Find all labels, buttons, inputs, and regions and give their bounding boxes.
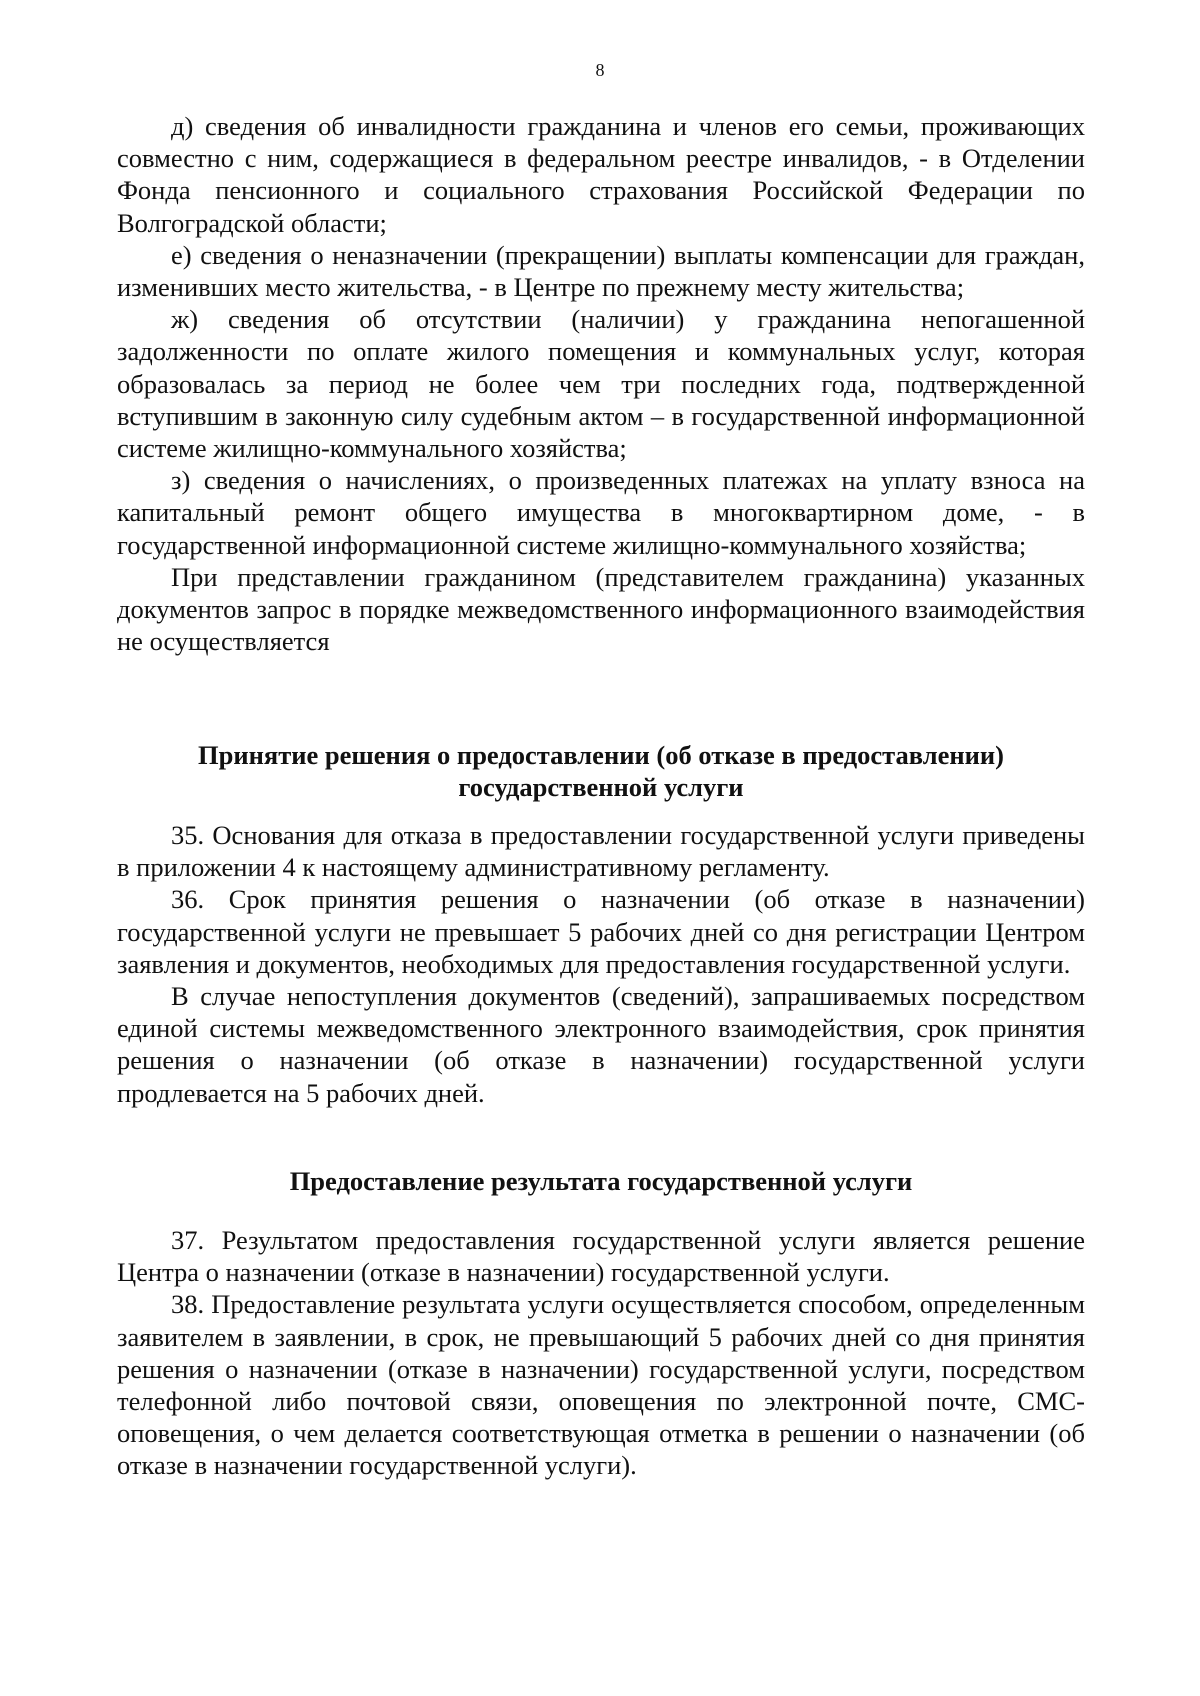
paragraph-zh: ж) сведения об отсутствии (наличии) у гражданина непогашенной задолженности по оплате жилого помещения и коммунальных услуг, которая образовалась за период не более чем три последних года, подтвержденной вступившим в законную силу судебным актом – в государственной информационной системе жилищно-коммунального хозяйства; [117,304,1085,464]
paragraph-d: д) сведения об инвалидности гражданина и членов его семьи, проживающих совместно с ним, содержащиеся в федеральном реестре инвалидов, - в Отделении Фонда пенсионного и социального страхования Российской Федерации по Волгоградской области; [117,111,1085,238]
paragraph-38: 38. Предоставление результата услуги осуществляется способом, определенным заявителем в заявлении, в срок, не превышающий 5 рабочих дней со дня принятия решения о назначении (отказе в назначении) государственной услуги, посредством телефонной либо почтовой связи, оповещения по электронной почте, СМС-оповещения, о чем делается соответствующая отметка в решении о назначении (об отказе в назначении государственной услуги). [117,1289,1085,1481]
decision-heading-line2: государственной услуги [458,772,744,802]
paragraph-e: е) сведения о неназначении (прекращении) выплаты компенсации для граждан, изменивших место жительства, - в Центре по прежнему месту жительства; [117,239,1085,303]
decision-section-heading [117,739,1085,803]
paragraph-36: 36. Срок принятия решения о назначении (об отказе в назначении) государственной услуги не превышает 5 рабочих дней со дня регистрации Центром заявления и документов, необходимых для предоставления государственной услуги. [117,884,1085,979]
paragraph-note: При представлении гражданином (представителем гражданина) указанных документов запрос в порядке межведомственного информационного взаимодействия не осуществляется [117,561,1085,657]
result-section [117,1224,1085,1482]
decision-heading-line1: Принятие решения о предоставлении (об отказе в предоставлении) [198,740,1004,770]
paragraph-delay: В случае непоступления документов (сведений), запрашиваемых посредством единой системы межведомственного электронного взаимодействия, срок принятия решения о назначении (об отказе в назначении) государственной услуги продлевается на 5 рабочих дней. [117,981,1085,1108]
intro-section [117,110,1085,657]
paragraph-35: 35. Основания для отказа в предоставлении государственной услуги приведены в приложении 4 к настоящему административному регламенту. [117,820,1085,883]
paragraph-37: 37. Результатом предоставления государственной услуги является решение Центра о назначении (отказе в назначении) государственной услуги. [117,1225,1085,1288]
decision-section [117,819,1085,1109]
result-section-heading: Предоставление результата государственной услуги [289,1166,913,1196]
page-number: 8 [595,60,605,80]
paragraph-z: з) сведения о начислениях, о произведенных платежах на уплату взноса на капитальный ремонт общего имущества в многоквартирном доме, - в государственной информационной системе жилищно-коммунального хозяйства; [117,465,1085,560]
